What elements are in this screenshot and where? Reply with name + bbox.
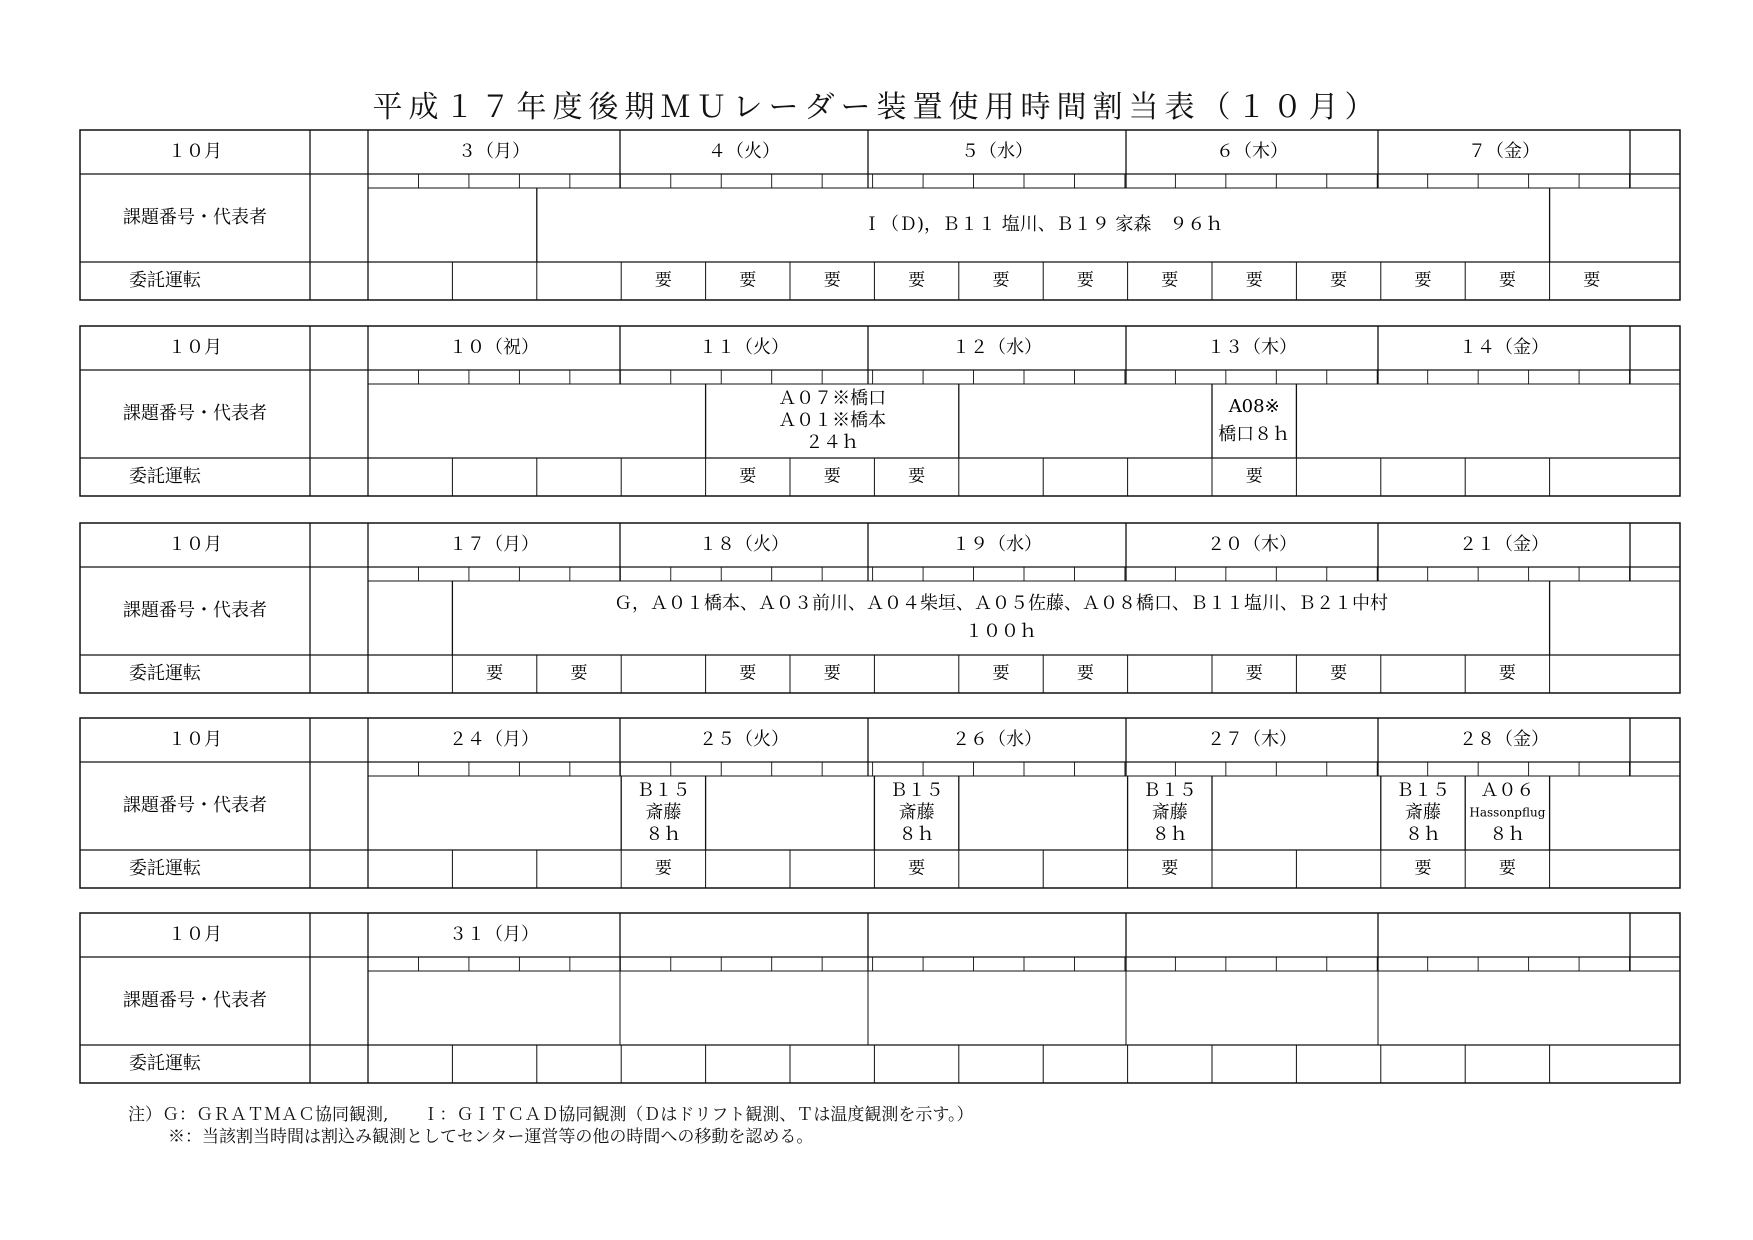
day-header: １８（火） (699, 534, 789, 555)
allocation-text: Ｂ１５ (889, 780, 944, 801)
day-header: ６（木） (1216, 141, 1288, 162)
contract-required-mark: 要 (908, 858, 926, 879)
contract-required-mark: 要 (823, 663, 841, 684)
contract-required-mark: 要 (654, 858, 672, 879)
contract-label: 委託運転 (129, 1053, 201, 1074)
project-label: 課題番号・代表者 (123, 795, 267, 816)
day-header: １２（水） (952, 337, 1042, 358)
contract-required-mark: 要 (486, 663, 504, 684)
month-label: １０月 (168, 924, 222, 945)
contract-required-mark: 要 (1414, 858, 1432, 879)
month-label: １０月 (168, 337, 222, 358)
notes (128, 1104, 974, 1148)
project-label: 課題番号・代表者 (123, 600, 267, 621)
allocation-text: Ｉ（Ｄ)，Ｂ１１ 塩川、Ｂ１９ 家森 ９６ｈ (862, 214, 1224, 235)
allocation-text: １００ｈ (965, 621, 1037, 642)
contract-required-mark: 要 (1330, 270, 1348, 291)
day-header: １０（祝） (449, 337, 539, 358)
allocation-text: ８ｈ (1151, 824, 1188, 845)
allocation-text: ８ｈ (645, 824, 682, 845)
contract-label: 委託運転 (129, 466, 201, 487)
day-header: ２６（水） (952, 729, 1042, 750)
contract-required-mark: 要 (823, 270, 841, 291)
contract-required-mark: 要 (1076, 663, 1094, 684)
allocation-text: Ｂ１５ (1142, 780, 1197, 801)
month-label: １０月 (168, 141, 222, 162)
day-header: ５（水） (961, 141, 1033, 162)
contract-required-mark: 要 (908, 270, 926, 291)
day-header: １４（金） (1459, 337, 1549, 358)
allocation-text: Ｇ，Ａ０１橋本、Ａ０３前川、Ａ０４柴垣、Ａ０５佐藤、Ａ０８橋口、Ｂ１１塩川、Ｂ２１中村 (614, 593, 1388, 614)
contract-label: 委託運転 (129, 663, 201, 684)
contract-required-mark: 要 (1498, 858, 1516, 879)
week-table-5 (80, 913, 1680, 1083)
contract-required-mark: 要 (992, 270, 1010, 291)
contract-required-mark: 要 (823, 466, 841, 487)
contract-required-mark: 要 (1414, 270, 1432, 291)
contract-required-mark: 要 (1330, 663, 1348, 684)
month-label: １０月 (168, 729, 222, 750)
week-table-3 (80, 523, 1680, 693)
page-title: 平成１７年度後期ＭＵレーダー装置使用時間割当表（１０月） (372, 90, 1381, 125)
contract-required-mark: 要 (908, 466, 926, 487)
day-header: ２４（月） (449, 729, 539, 750)
contract-required-mark: 要 (1245, 270, 1263, 291)
day-header: １１（火） (699, 337, 789, 358)
contract-required-mark: 要 (1498, 663, 1516, 684)
day-header: ２５（火） (699, 729, 789, 750)
contract-required-mark: 要 (1076, 270, 1094, 291)
allocation-text: Hassonpflug (1469, 805, 1546, 820)
note-interrupt: ※：当該割当時間は割込み観測としてセンター運営等の他の時間への移動を認める。 (168, 1127, 814, 1147)
allocation-text: 斎藤 (1151, 802, 1188, 823)
day-header: ２１（金） (1459, 534, 1549, 555)
contract-required-mark: 要 (570, 663, 588, 684)
contract-required-mark: 要 (1161, 858, 1179, 879)
week-table-4 (80, 718, 1680, 888)
allocation-text: 斎藤 (898, 802, 935, 823)
week-table-2 (80, 326, 1680, 496)
project-label: 課題番号・代表者 (123, 207, 267, 228)
contract-required-mark: 要 (739, 663, 757, 684)
allocation-text: Ａ０６ (1480, 780, 1535, 801)
contract-label: 委託運転 (129, 270, 201, 291)
allocation-text: Ｂ１５ (1396, 780, 1450, 801)
allocation-text: Ｂ１５ (636, 780, 691, 801)
allocation-text: ８ｈ (898, 824, 935, 845)
allocation-text: ２４ｈ (805, 432, 860, 453)
contract-required-mark: 要 (1245, 663, 1263, 684)
allocation-text: 斎藤 (1405, 802, 1441, 823)
allocation-text: Ａ０１※橋本 (778, 410, 887, 431)
week-table-1 (80, 130, 1680, 300)
day-header: ３１（月） (449, 924, 539, 945)
allocation-text: Ａ０７※橋口 (778, 388, 887, 409)
day-header: ３（月） (458, 141, 530, 162)
contract-required-mark: 要 (1498, 270, 1516, 291)
allocation-text: A08※ (1228, 396, 1280, 417)
contract-required-mark: 要 (739, 270, 757, 291)
day-header: ２０（木） (1207, 534, 1297, 555)
contract-required-mark: 要 (1161, 270, 1179, 291)
day-header: １３（木） (1207, 337, 1297, 358)
project-label: 課題番号・代表者 (123, 403, 267, 424)
project-label: 課題番号・代表者 (123, 990, 267, 1011)
contract-label: 委託運転 (129, 858, 201, 879)
contract-required-mark: 要 (992, 663, 1010, 684)
contract-required-mark: 要 (654, 270, 672, 291)
day-header: ７（金） (1468, 141, 1540, 162)
allocation-text: ８ｈ (1489, 824, 1526, 845)
day-header: ４（火） (708, 141, 780, 162)
contract-required-mark: 要 (1583, 270, 1601, 291)
month-label: １０月 (168, 534, 222, 555)
day-header: １７（月） (449, 534, 539, 555)
day-header: ２７（木） (1207, 729, 1297, 750)
contract-required-mark: 要 (739, 466, 757, 487)
day-header: ２８（金） (1459, 729, 1549, 750)
contract-required-mark: 要 (1245, 466, 1263, 487)
allocation-text: ８ｈ (1405, 824, 1441, 845)
allocation-text: 橋口８ｈ (1218, 424, 1291, 445)
allocation-text: 斎藤 (645, 802, 682, 823)
note-legend: 注）Ｇ：ＧＲＡＴＭＡＣ協同観測, Ｉ：ＧＩＴＣＡＤ協同観測（Ｄはドリフト観測、Ｔは温度観測を示す。） (128, 1105, 974, 1125)
day-header: １９（水） (952, 534, 1042, 555)
